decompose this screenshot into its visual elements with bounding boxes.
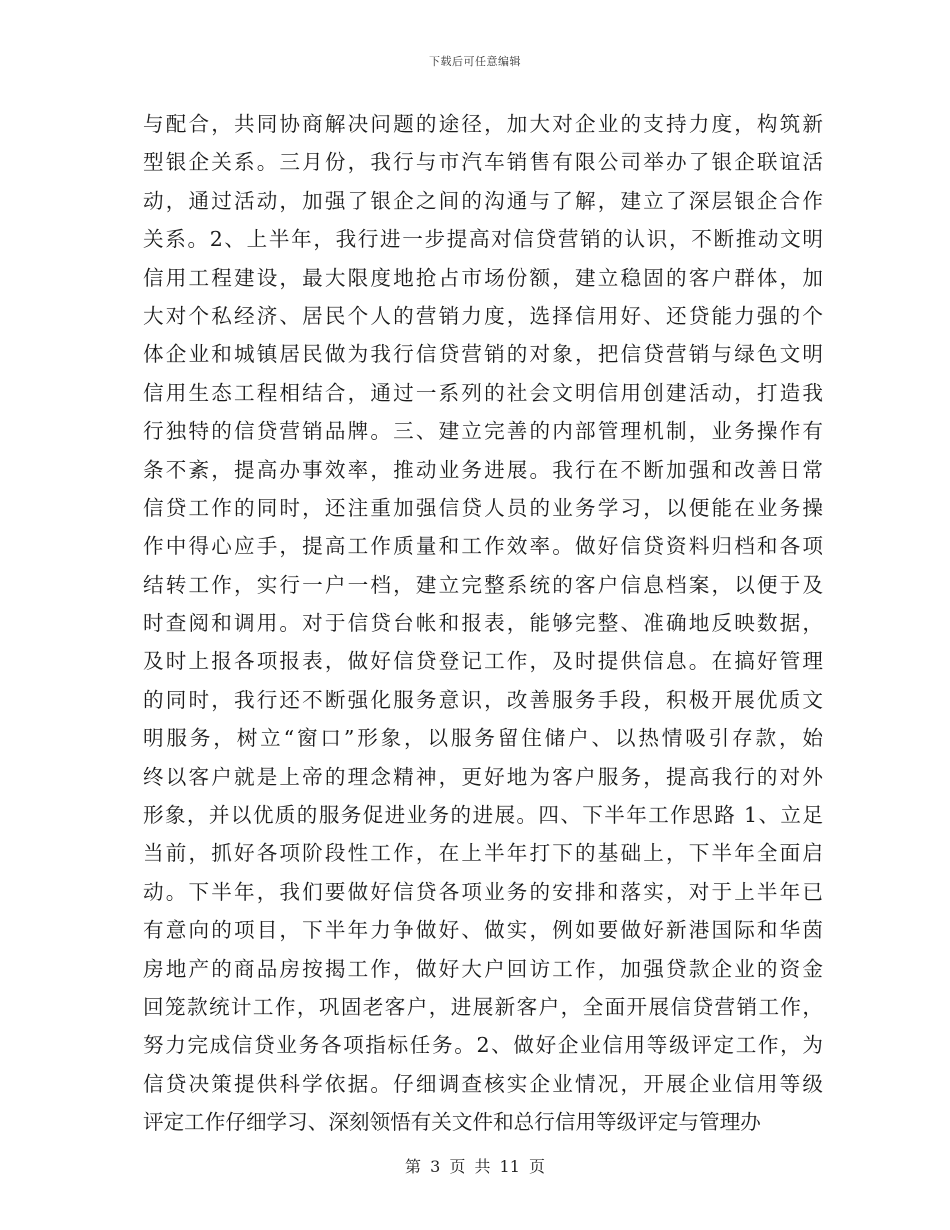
body-line: 信用生态工程相结合，通过一系列的社会文明信用创建活动，打造我 bbox=[143, 380, 823, 405]
body-line: 行独特的信贷营销品牌。三、建立完善的内部管理机制，业务操作有 bbox=[143, 419, 823, 444]
body-line: 回笼款统计工作，巩固老客户，进展新客户，全面开展信贷营销工作， bbox=[143, 994, 823, 1019]
body-line: 努力完成信贷业务各项指标任务。2、做好企业信用等级评定工作，为 bbox=[143, 1033, 823, 1058]
body-line: 有意向的项目，下半年力争做好、做实，例如要做好新港国际和华茵 bbox=[143, 918, 823, 943]
page-header: 下载后可任意编辑 bbox=[429, 55, 521, 68]
body-line: 型银企关系。三月份，我行与市汽车销售有限公司举办了银企联谊活 bbox=[143, 150, 823, 175]
body-line: 当前，抓好各项阶段性工作，在上半年打下的基础上，下半年全面启 bbox=[143, 841, 823, 866]
body-line: 与配合，共同协商解决问题的途径，加大对企业的支持力度，构筑新 bbox=[143, 112, 823, 136]
body-line: 及时上报各项报表，做好信贷登记工作，及时提供信息。在搞好管理 bbox=[143, 649, 823, 674]
body-line: 关系。2、上半年，我行进一步提高对信贷营销的认识，不断推动文明 bbox=[143, 227, 823, 252]
body-line: 时查阅和调用。对于信贷台帐和报表，能够完整、准确地反映数据， bbox=[143, 611, 823, 636]
body-line: 体企业和城镇居民做为我行信贷营销的对象，把信贷营销与绿色文明 bbox=[143, 342, 823, 367]
body-line: 作中得心应手，提高工作质量和工作效率。做好信贷资料归档和各项 bbox=[143, 534, 823, 559]
body-line: 评定工作仔细学习、深刻领悟有关文件和总行信用等级评定与管理办 bbox=[143, 1110, 761, 1135]
page-number: 第 3 页 共 11 页 bbox=[405, 1157, 545, 1176]
body-line: 的同时，我行还不断强化服务意识，改善服务手段，积极开展优质文 bbox=[143, 687, 823, 712]
body-line: 大对个私经济、居民个人的营销力度，选择信用好、还贷能力强的个 bbox=[143, 303, 823, 328]
body-line: 结转工作，实行一户一档，建立完整系统的客户信息档案，以便于及 bbox=[143, 572, 823, 597]
body-line: 明服务，树立“窗口”形象，以服务留住储户、以热情吸引存款，始 bbox=[143, 726, 823, 751]
body-line: 信贷工作的同时，还注重加强信贷人员的业务学习，以便能在业务操 bbox=[143, 495, 823, 520]
body-line: 动。下半年，我们要做好信贷各项业务的安排和落实，对于上半年已 bbox=[143, 879, 823, 904]
document-body bbox=[143, 105, 823, 1142]
body-line: 形象，并以优质的服务促进业务的进展。四、下半年工作思路 1、立足 bbox=[143, 803, 823, 828]
body-line: 条不紊，提高办事效率，推动业务进展。我行在不断加强和改善日常 bbox=[143, 457, 823, 482]
body-line: 房地产的商品房按揭工作，做好大户回访工作，加强贷款企业的资金 bbox=[143, 956, 823, 981]
body-line: 信贷决策提供科学依据。仔细调查核实企业情况，开展企业信用等级 bbox=[143, 1071, 823, 1096]
body-line: 信用工程建设，最大限度地抢占市场份额，建立稳固的客户群体，加 bbox=[143, 265, 823, 290]
body-line: 终以客户就是上帝的理念精神，更好地为客户服务，提高我行的对外 bbox=[143, 764, 823, 789]
body-line: 动，通过活动，加强了银企之间的沟通与了解，建立了深层银企合作 bbox=[143, 188, 823, 213]
